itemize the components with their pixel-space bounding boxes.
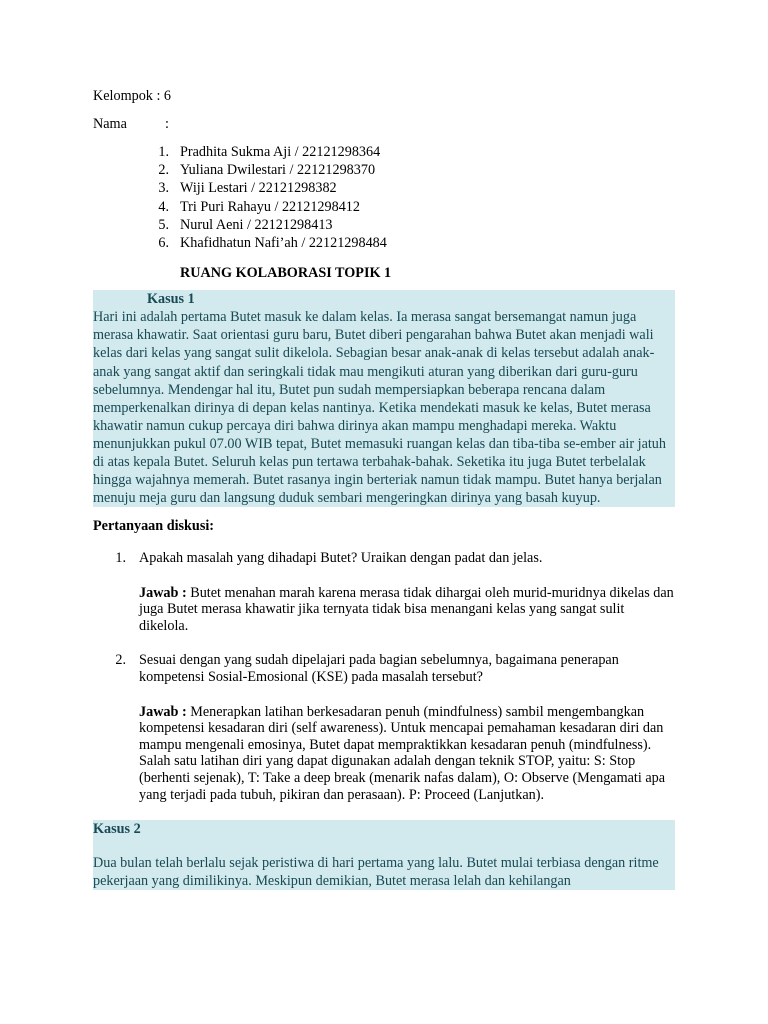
list-number: 3. [158,180,169,197]
list-item [158,161,675,179]
question-number: 2. [115,651,126,668]
document-page [93,87,675,890]
list-item [158,234,675,252]
member-name: Wiji Lestari / 22121298382 [180,180,337,197]
question-list [93,550,675,803]
names-row [93,115,675,133]
question-item [93,550,675,634]
group-line: Kelompok : 6 [93,88,172,104]
member-name: Nurul Aeni / 22121298413 [180,216,333,233]
answer-text: Menerapkan latihan berkesadaran penuh (mindfulness) sambil mengembangkan kompetensi kesadaran diri (self awareness). Untuk mencapai pemahaman kesadaran diri dan mampu mengenali emosinya, Butet dapat mempraktikkan kesadaran penuh (mindfulness). Salah satu latihan diri yang dapat digunakan adalah dengan teknik STOP, yaitu: S: Stop (berhenti sejenak), T: Take a deep break (menarik nafas dalam), O: Observe (Mengamati apa yang terjadi pada tubuh, pikiran dan perasaan). P: Proceed (Lanjutkan). [139,703,666,803]
list-number: 2. [158,162,169,179]
answer-label: Jawab : [139,584,187,601]
answer [139,585,675,635]
member-name: Pradhita Sukma Aji / 22121298364 [180,144,381,160]
question-item [93,652,675,804]
member-name: Tri Puri Rahayu / 22121298412 [180,198,360,215]
list-item [158,179,675,197]
list-number: 5. [158,216,169,233]
names-colon: : [165,116,169,132]
topic-title: RUANG KOLABORASI TOPIK 1 [180,265,392,282]
list-item [158,143,675,161]
case-1-text: Hari ini adalah pertama Butet masuk ke dalam kelas. Ia merasa sangat bersemangat namun juga merasa khawatir. Saat orientasi guru baru, Butet diberi pengarahan bahwa Butet akan menjadi wali kelas dari kelas yang sangat sulit dikelola. Sebagian besar anak-anak di kelas tersebut adalah anak-anak yang sangat aktif dan seringkali tidak mau mengikuti aturan yang diberikan dari guru-guru sebelumnya. Mendengar hal itu, Butet pun sudah mempersiapkan beberapa rencana dalam memperkenalkan dirinya di depan kelas nantinya. Ketika mendekati masuk ke kelas, Butet merasa khawatir namun cukup percaya diri bahwa dirinya akan mampu menghadapi mereka. Waktu menunjukkan pukul 07.00 WIB tepat, Butet memasuki ruangan kelas dan tiba-tiba se-ember air jatuh di atas kepala Butet. Seluruh kelas pun tertawa terbahak-bahak. Seketika itu juga Butet terbelalak hingga wajahnya memerah. Butet rasanya ingin berteriak namun tidak mampu. Butet hanya berjalan menuju meja guru dan langsung duduk sembari mengeringkan dirinya yang basah kuyup. [93,309,666,507]
member-list [93,143,675,252]
case-2-box [93,820,675,890]
question-text: Sesuai dengan yang sudah dipelajari pada bagian sebelumnya, bagaimana penerapan kompetensi Sosial-Emosional (KSE) pada masalah tersebut? [139,651,619,686]
answer-text: Butet menahan marah karena merasa tidak dihargai oleh murid-muridnya dikelas dan juga Butet merasa khawatir jika ternyata tidak bisa menangani kelas yang sangat sulit dikelola. [139,584,674,634]
list-item [158,216,675,234]
answer [139,704,675,804]
member-name: Yuliana Dwilestari / 22121298370 [180,162,376,179]
member-name: Khafidhatun Nafi’ah / 22121298484 [180,235,387,252]
case-1-title: Kasus 1 [147,291,195,308]
names-label: Nama [93,116,127,132]
question-text: Apakah masalah yang dihadapi Butet? Uraikan dengan padat dan jelas. [139,550,543,567]
list-number: 4. [158,198,169,215]
case-1-box [93,290,675,507]
discussion-heading: Pertanyaan diskusi: [93,518,215,535]
list-item [158,198,675,216]
case-2-title: Kasus 2 [93,821,141,838]
question-number: 1. [115,550,126,567]
answer-label: Jawab : [139,703,187,720]
list-number: 1. [158,144,169,160]
list-number: 6. [158,235,169,252]
case-2-text: Dua bulan telah berlalu sejak peristiwa di hari pertama yang lalu. Butet mulai terbiasa dengan ritme pekerjaan yang dimilikinya. Meskipun demikian, Butet merasa lelah dan kehilangan [93,855,659,890]
